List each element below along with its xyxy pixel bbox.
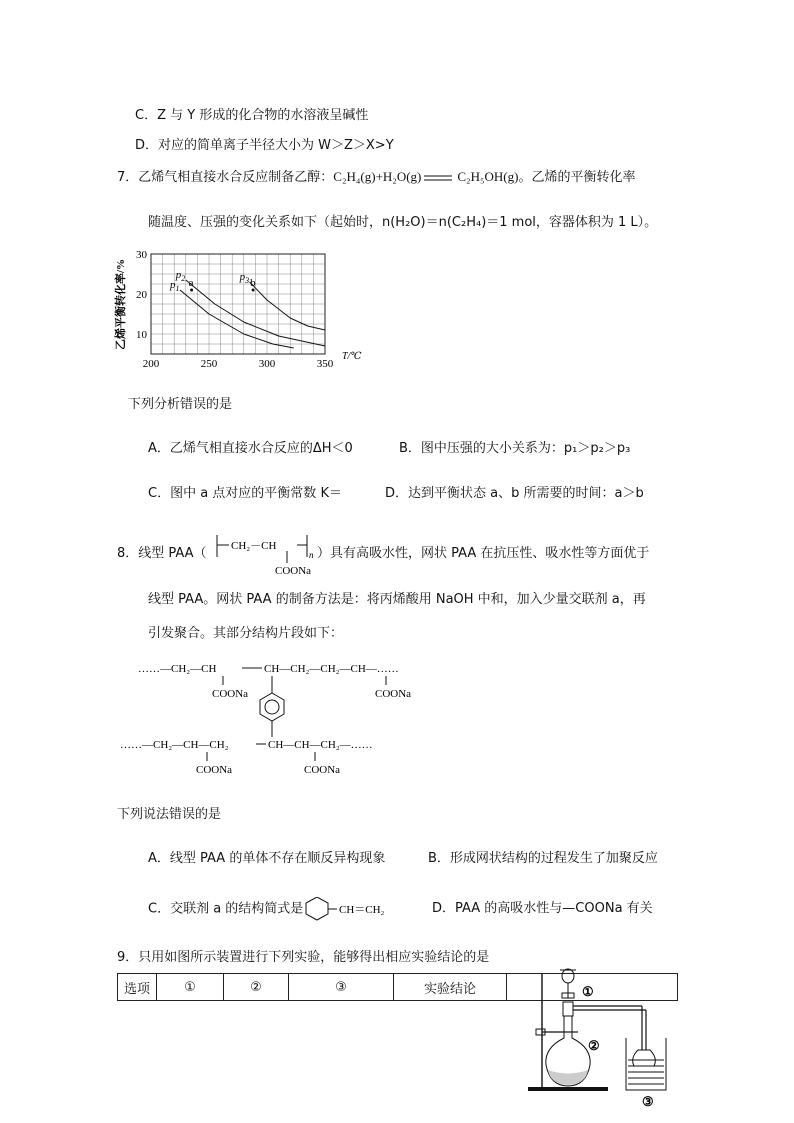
paa-monomer-structure <box>209 527 317 577</box>
svg-text:n: n <box>309 550 314 560</box>
inverted-funnel <box>633 1050 656 1066</box>
q8-option-d: D．PAA 的高吸水性与—COONa 有关 <box>432 901 653 916</box>
q7-stem-line2: 随温度、压强的变化关系如下（起始时，n(H₂O)＝n(C₂H₄)＝1 mol，容器体积为 1 L）。 <box>148 215 658 230</box>
svg-text:COONa: COONa <box>375 688 412 700</box>
svg-text:COONa: COONa <box>196 764 233 776</box>
q7-option-d: D．达到平衡状态 a、b 所需要的时间：a＞b <box>385 486 644 501</box>
chart-xlabel: T/℃ <box>342 351 362 362</box>
q7-stem-line1: 7．乙烯气相直接水合反应制备乙醇：C₂H₄(g)+H₂O(g) C₂H₅OH(g)。乙烯的平衡转化率 <box>117 169 636 185</box>
q8-stem-prefix: 8．线型 PAA（ <box>117 546 207 561</box>
q6-option-d: D．对应的简单离子半径大小为 W＞Z＞X>Y <box>135 138 394 153</box>
series-label-p2: $p_2$ <box>175 269 186 283</box>
funnel-bulb <box>562 969 574 983</box>
paa-network-structure <box>120 655 450 780</box>
svg-text:……—CH₂—CH: ……—CH₂—CH <box>138 663 217 675</box>
chart-curve-labels <box>169 269 256 293</box>
point-label-b: b <box>250 277 256 289</box>
label-1: ① <box>582 984 594 999</box>
conversion-chart <box>110 246 370 374</box>
x-tick-label: 300 <box>258 358 276 370</box>
chart-ylabel: 乙烯平衡转化率/% <box>115 258 127 350</box>
table-header-cell: 实验结论 <box>394 974 507 1001</box>
svg-text:……—CH₂—CH—CH₂: ……—CH₂—CH—CH₂ <box>120 739 229 751</box>
styrene-vinyl-structure <box>303 897 399 921</box>
q7-option-b: B．图中压强的大小关系为：p₁＞p₂＞p₃ <box>399 441 631 456</box>
svg-text:CH—CH—CH₂—……: CH—CH—CH₂—…… <box>268 739 373 751</box>
q8-stem-line2: 线型 PAA。网状 PAA 的制备方法是：将丙烯酸用 NaOH 中和，加入少量交联剂 a，再 <box>148 592 646 607</box>
x-tick-label: 250 <box>200 358 218 370</box>
y-tick-label: 20 <box>136 289 147 301</box>
q7-question: 下列分析错误的是 <box>128 397 233 412</box>
q6-option-c: C．Z 与 Y 形成的化合物的水溶液呈碱性 <box>135 108 369 123</box>
svg-text:CH₂－CH: CH₂－CH <box>231 540 277 552</box>
q7-option-a: A．乙烯气相直接水合反应的ΔH＜0 <box>148 441 353 456</box>
stand-base <box>528 1087 608 1091</box>
svg-text:CH＝CH₂: CH＝CH₂ <box>339 904 385 916</box>
series-label-p1: $p_1$ <box>170 279 180 293</box>
apparatus-diagram <box>518 960 678 1110</box>
q8-stem-line3: 引发聚合。其部分结构片段如下： <box>148 626 344 641</box>
table-header-cell: 选项 <box>118 974 157 1001</box>
x-tick-label: 350 <box>316 358 334 370</box>
table-header-cell: ③ <box>289 974 394 1001</box>
q8-option-c: C．交联剂 a 的结构简式是 CH＝CH₂ <box>148 897 399 921</box>
table-header-cell: ② <box>224 974 289 1001</box>
svg-text:COONa: COONa <box>212 688 249 700</box>
svg-text:COONa: COONa <box>304 764 341 776</box>
x-tick-label: 200 <box>142 358 160 370</box>
q8-option-b: B．形成网状结构的过程发生了加聚反应 <box>428 851 658 866</box>
svg-text:COONa: COONa <box>275 565 312 577</box>
chart-ticks <box>136 249 334 370</box>
label-2: ② <box>588 1038 600 1053</box>
svg-text:CH—CH₂—CH₂—CH—……: CH—CH₂—CH₂—CH—…… <box>264 663 399 675</box>
q8-option-a: A．线型 PAA 的单体不存在顺反异构现象 <box>148 851 386 866</box>
series-line-p3 <box>250 282 325 330</box>
q8-question: 下列说法错误的是 <box>117 807 222 822</box>
equilibrium-arrow-icon <box>421 172 457 184</box>
point-label-a: a <box>188 277 194 289</box>
q7-option-c: C．图中 a 点对应的平衡常数 K＝ <box>148 486 342 501</box>
y-tick-label: 30 <box>136 249 147 261</box>
series-line-p1 <box>180 290 294 348</box>
q8-stem-suffix: ）具有高吸水性，网状 PAA 在抗压性、吸水性等方面优于 <box>317 546 650 561</box>
y-tick-label: 10 <box>136 329 147 341</box>
table-header-cell: ① <box>157 974 224 1001</box>
label-3: ③ <box>642 1094 654 1109</box>
series-label-p3: $p_3$ <box>239 271 250 285</box>
q9-stem: 9．只用如图所示装置进行下列实验，能够得出相应实验结论的是 <box>117 950 490 965</box>
